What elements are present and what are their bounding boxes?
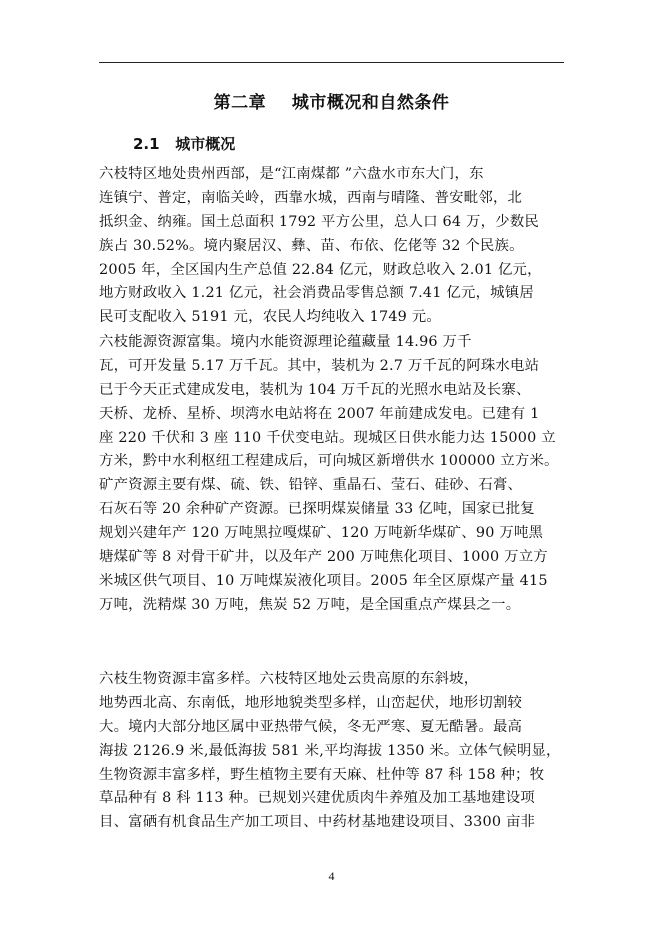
paragraph-line: 瓦，可开发量 5.17 万千瓦。其中，装机为 2.7 万千瓦的阿珠水电站: [99, 357, 540, 374]
paragraph-line: 海拔 2126.9 米,最低海拔 581 米,平均海拔 1350 米。立体气候明显，: [99, 742, 561, 759]
paragraph-line: 地方财政收入 1.21 亿元，社会消费品零售总额 7.41 亿元，城镇居: [99, 285, 534, 302]
header-rule: [99, 62, 564, 63]
paragraph-line: 矿产资源主要有煤、硫、铁、铅锌、重晶石、莹石、硅砂、石膏、: [99, 477, 523, 494]
paragraph-line: 族占 30.52%。境内聚居汉、彝、苗、布依、仡佬等 32 个民族。: [99, 237, 524, 254]
paragraph-line: 草品种有 8 科 113 种。已规划兴建优质肉牛养殖及加工基地建设项: [99, 790, 535, 807]
paragraph-line: 抵织金、纳雍。国土总面积 1792 平方公里，总人口 64 万，少数民: [99, 213, 539, 230]
paragraph-line: 已于今天正式建成发电，装机为 104 万千瓦的光照水电站及长寨、: [99, 381, 531, 398]
paragraph-energy-resources: [99, 331, 569, 618]
paragraph-line: 民可支配收入 5191 元，农民人均纯收入 1749 元。: [99, 309, 441, 326]
paragraph-line: 石灰石等 20 余种矿产资源。已探明煤炭储量 33 亿吨，国家已批复: [99, 501, 535, 518]
paragraph-line: 连镇宁、普定，南临关岭，西靠水城，西南与晴隆、普安毗邻，北: [99, 189, 523, 206]
section-title: 2.1 城市概况: [133, 135, 236, 153]
paragraph-line: 万吨，洗精煤 30 万吨，焦炭 52 万吨，是全国重点产煤县之一。: [99, 596, 521, 613]
paragraph-line: 六枝特区地处贵州西部，是“江南煤都 ”六盘水市东大门，东: [99, 166, 484, 182]
paragraph-line: 地势西北高、东南低，地形地貌类型多样，山峦起伏，地形切割较: [99, 694, 523, 711]
paragraph-line: 座 220 千伏和 3 座 110 千伏变电站。现城区日供水能力达 15000 立: [99, 429, 556, 446]
paragraph-line: 六枝生物资源丰富多样。六枝特区地处云贵高原的东斜坡，: [99, 671, 479, 687]
paragraph-line: 方米，黔中水利枢纽工程建成后，可向城区新增供水 100000 立方米。: [99, 453, 559, 470]
page-number: 4: [328, 869, 335, 883]
chapter-title: 第二章 城市概况和自然条件: [213, 93, 450, 113]
paragraph-line: 目、富硒有机食品生产加工项目、中药材基地建设项目、3300 亩非: [99, 814, 536, 831]
paragraph-city-overview: [99, 163, 569, 330]
paragraph-line: 六枝能源资源富集。境内水能资源理论蕴藏量 14.96 万千: [99, 334, 472, 350]
paragraph-line: 2005 年，全区国内生产总值 22.84 亿元，财政总收入 2.01 亿元，: [99, 261, 542, 278]
paragraph-line: 大。境内大部分地区属中亚热带气候，冬无严寒、夏无酷暑。最高: [99, 718, 523, 735]
paragraph-line: 天桥、龙桥、星桥、坝湾水电站将在 2007 年前建成发电。已建有 1: [99, 405, 540, 422]
paragraph-line: 规划兴建年产 120 万吨黑拉嘎煤矿、120 万吨新华煤矿、90 万吨黑: [99, 525, 544, 542]
paragraph-line: 生物资源丰富多样，野生植物主要有天麻、杜仲等 87 科 158 种；牧: [99, 766, 545, 783]
paragraph-biological-resources: [99, 668, 569, 835]
paragraph-line: 米城区供气项目、10 万吨煤炭液化项目。2005 年全区原煤产量 415: [99, 572, 548, 589]
paragraph-line: 塘煤矿等 8 对骨干矿井，以及年产 200 万吨焦化项目、1000 万立方: [99, 549, 548, 566]
